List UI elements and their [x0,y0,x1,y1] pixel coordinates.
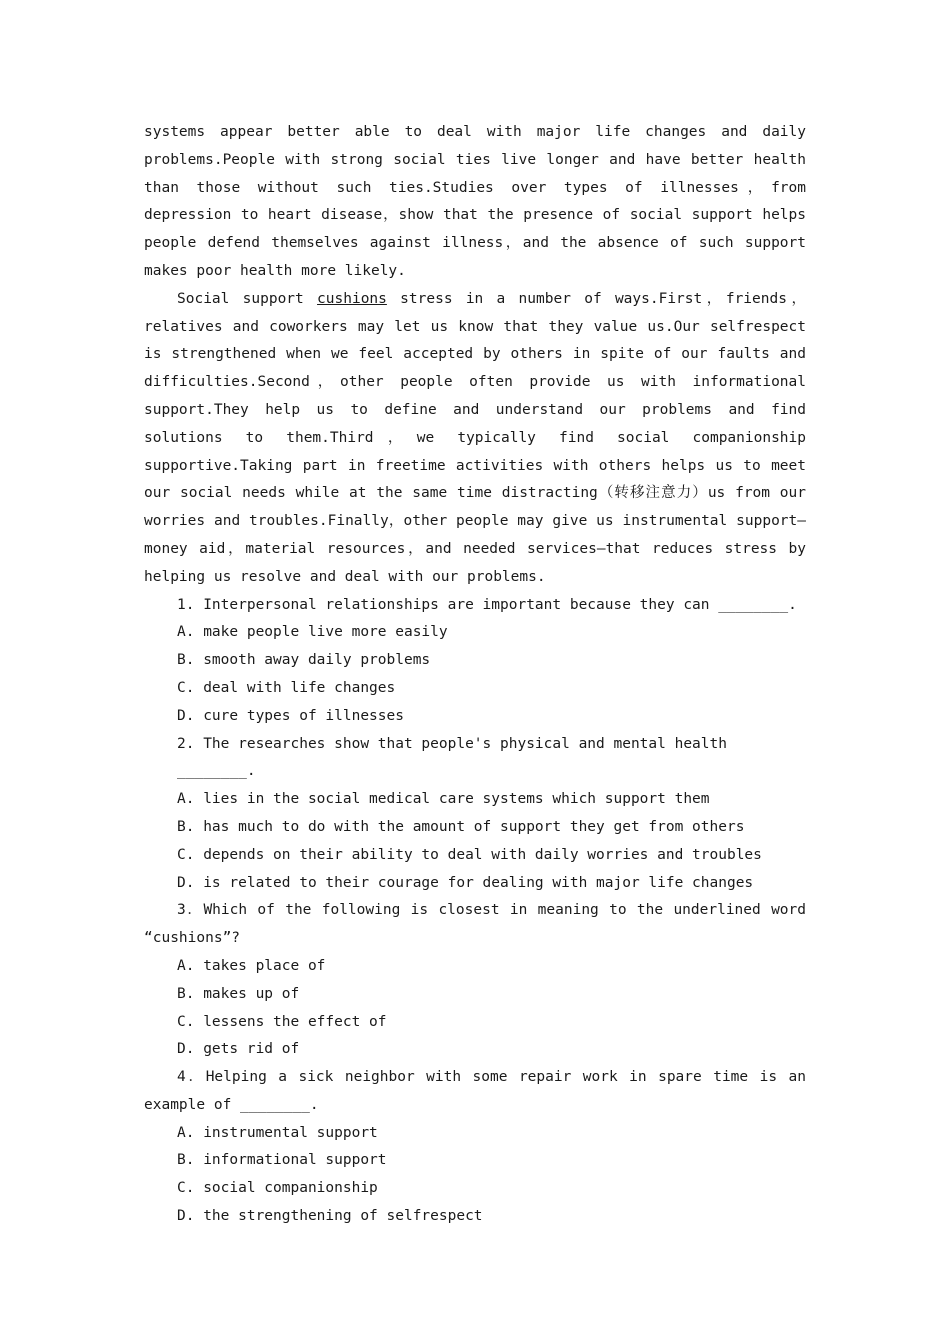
question-4-option-d: D. the strengthening of selfrespect [177,1208,483,1225]
question-3-option-b: B. makes up of [177,985,300,1002]
question-2-option-c: C. depends on their ability to deal with daily worries and troubles [177,846,762,863]
question-1-option-b: B. smooth away daily problems [177,652,431,669]
document-page [144,119,806,1231]
question-2 [144,731,806,898]
question-1-stem: 1. Interpersonal relationships are important because they can ________. [177,596,797,613]
question-4-option-c: C. social companionship [177,1180,378,1197]
question-4 [144,1064,806,1231]
passage-paragraph-2 [144,286,806,592]
paragraph-2-rest: stress in a number of ways.First，friends，relatives and coworkers may let us know that they value us.Our selfrespect is strengthened when we feel accepted by others in spite of our faults and difficulties.Second，other people often provide us with informational support.They help us to define and understand our problems and find solutions to them.Third，we typically find social companionship supportive.Taking part in freetime activities with others helps us to meet our social needs while at the same time distracting（转移注意力）us from our worries and troubles.Finally，other people may give us instrumental support—money aid，material resources，and needed services—that reduces stress by helping us resolve and deal with our problems. [144,290,806,585]
question-2-option-d: D. is related to their courage for dealing with major life changes [177,874,754,891]
question-4-option-b: B. informational support [177,1152,387,1169]
question-1-option-c: C. deal with life changes [177,679,396,696]
question-3-stem: 3．Which of the following is closest in meaning to the underlined word “cushions”? [144,902,806,947]
question-3-option-a: A. takes place of [177,957,326,974]
underlined-word-cushions: cushions [317,290,387,307]
question-4-stem: 4．Helping a sick neighbor with some repair work in spare time is an example of ________. [144,1069,806,1113]
question-3-option-c: C. lessens the effect of [177,1013,387,1030]
question-2-option-b: B. has much to do with the amount of support they get from others [177,818,745,835]
question-3-option-d: D. gets rid of [177,1041,300,1058]
passage-paragraph-1: systems appear better able to deal with major life changes and daily problems.People with strong social ties live longer and have better health than those without such ties.Studies over types of illnesses，from depression to heart disease，show that the presence of social support helps people defend themselves against illness，and the absence of such support makes poor health more likely. [144,124,806,279]
question-1-option-d: D. cure types of illnesses [177,707,404,724]
question-2-stem: 2. The researches show that people's physical and mental health ________. [177,735,727,780]
question-1-option-a: A. make people live more easily [177,624,448,641]
paragraph-2-start: Social support [177,290,318,307]
question-2-option-a: A. lies in the social medical care systems which support them [177,791,710,808]
question-3 [144,897,806,1064]
question-1 [144,592,806,731]
question-4-option-a: A. instrumental support [177,1124,378,1141]
